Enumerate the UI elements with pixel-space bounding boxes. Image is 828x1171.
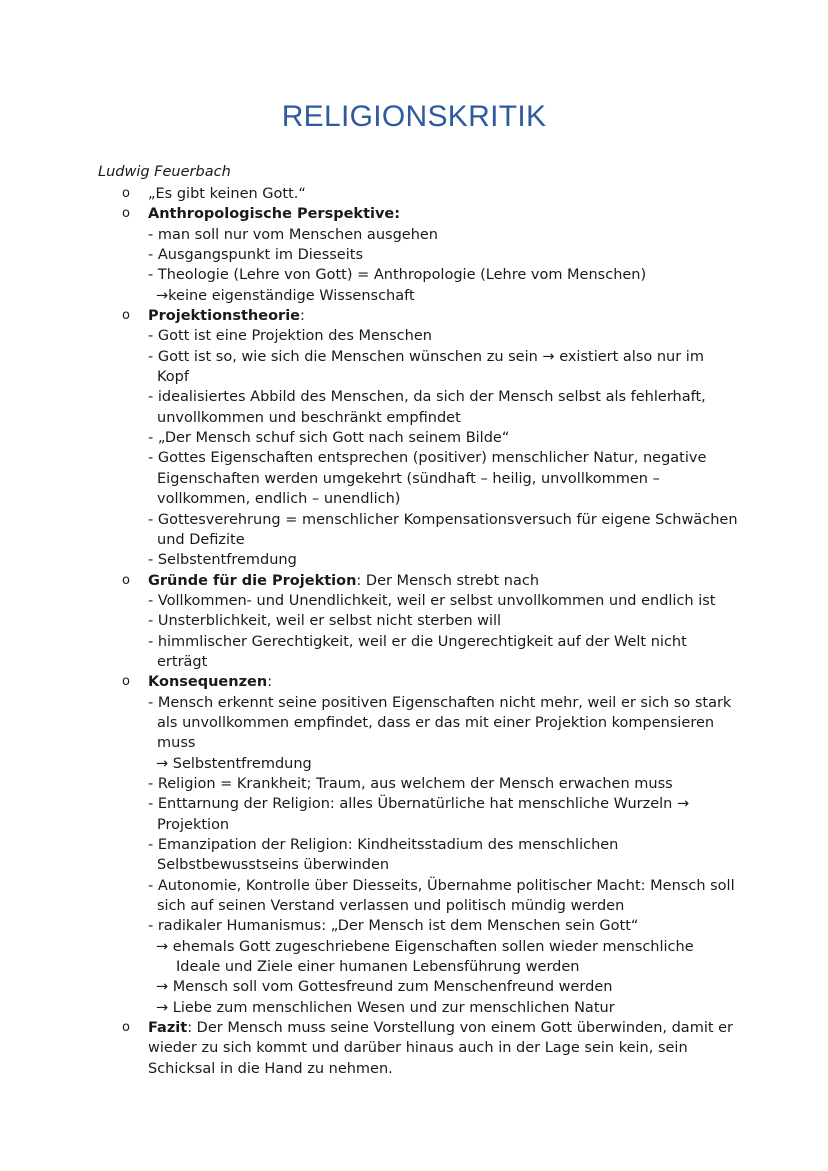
- outline-item: [0, 204, 738, 306]
- list-item: - Unsterblichkeit, weil er selbst nicht sterben will: [148, 613, 502, 630]
- section-heading: [148, 204, 738, 224]
- list-item: - Gott ist so, wie sich die Menschen wünschen zu sein → existiert also nur im Kopf: [148, 348, 704, 386]
- list-item: - himmlischer Gerechtigkeit, weil er die Ungerechtigkeit auf der Welt nicht erträgt: [148, 633, 687, 670]
- outline-item: [0, 672, 738, 1018]
- arrow-item: → Mensch soll vom Gottesfreund zum Menschenfreund werden: [156, 979, 613, 996]
- arrow-item: → ehemals Gott zugeschriebene Eigenschaften sollen wieder menschliche Ideale und Ziele einer humanen Lebensführung werden: [156, 938, 694, 976]
- heading-text: Fazit: [148, 1020, 188, 1037]
- section-heading: [148, 672, 738, 692]
- outline-item: [0, 184, 738, 204]
- heading-text: Gründe für die Projektion: [148, 572, 357, 589]
- section-heading: [148, 571, 738, 591]
- list-item: - Religion = Krankheit; Traum, aus welchem der Mensch erwachen muss: [148, 775, 673, 792]
- bullet-icon: o: [122, 1020, 130, 1036]
- list-item: - Vollkommen- und Unendlichkeit, weil er selbst unvollkommen und endlich ist: [148, 592, 716, 609]
- page-title: RELIGIONSKRITIK: [281, 100, 547, 133]
- arrow-item: → Selbstentfremdung: [156, 755, 312, 772]
- list-item: - man soll nur vom Menschen ausgehen: [148, 226, 438, 243]
- list-item: - Theologie (Lehre von Gott) = Anthropologie (Lehre vom Menschen): [148, 267, 647, 284]
- list-item: - Gottesverehrung = menschlicher Kompensationsversuch für eigene Schwächen und Defizite: [148, 511, 738, 548]
- bullet-icon: o: [122, 186, 130, 201]
- bullet-icon: o: [122, 572, 130, 588]
- heading-text: Konsequenzen: [148, 674, 268, 691]
- author-name: Ludwig Feuerbach: [98, 164, 231, 180]
- list-item: - idealisiertes Abbild des Menschen, da sich der Mensch selbst als fehlerhaft, unvollkommen und beschränkt empfindet: [148, 389, 706, 426]
- outline-item: [0, 1018, 738, 1079]
- list-item: - Enttarnung der Religion: alles Übernatürliche hat menschliche Wurzeln → Projektion: [148, 796, 690, 833]
- outline-list: [0, 184, 828, 1079]
- heading-tail: :: [267, 674, 273, 691]
- bullet-icon: o: [122, 308, 130, 324]
- heading-tail: :: [300, 308, 305, 325]
- arrow-item: →keine eigenständige Wissenschaft: [156, 287, 415, 304]
- outline-item: [0, 306, 738, 570]
- conclusion-text: : Der Mensch muss seine Vorstellung von einem Gott überwinden, damit er wieder zu sich kommt und darüber hinaus auch in der Lage sein kein, sein Schicksal in die Hand zu nehmen.: [148, 1020, 734, 1077]
- bullet-icon: o: [122, 674, 130, 690]
- list-item: - Emanzipation der Religion: Kindheitsstadium des menschlichen Selbstbewusstseins überwinden: [148, 837, 619, 874]
- list-item: - Autonomie, Kontrolle über Diesseits, Übernahme politischer Macht: Mensch soll sich auf seinen Verstand verlassen und politisch mündig werden: [148, 877, 735, 915]
- list-item: - radikaler Humanismus: „Der Mensch ist dem Menschen sein Gott“: [148, 918, 639, 935]
- list-item: - Gottes Eigenschaften entsprechen (positiver) menschlicher Natur, negative Eigenschaften werden umgekehrt (sündhaft – heilig, unvollkommen – vollkommen, endlich – unendlich): [148, 450, 707, 508]
- outline-item: [0, 571, 738, 673]
- list-item: - Mensch erkennt seine positiven Eigenschaften nicht mehr, weil er sich so stark als unvollkommen empfindet, dass er das mit einer Projektion kompensieren muss: [148, 694, 732, 752]
- heading-tail: : Der Mensch strebt nach: [356, 572, 540, 589]
- list-item: - Ausgangspunkt im Diesseits: [148, 247, 363, 264]
- list-item: - Gott ist eine Projektion des Menschen: [148, 328, 432, 345]
- heading-text: Anthropologische Perspektive:: [148, 206, 401, 223]
- conclusion-paragraph: [148, 1018, 738, 1079]
- quote-line: „Es gibt keinen Gott.“: [148, 186, 306, 202]
- bullet-icon: o: [122, 206, 130, 222]
- section-heading: [148, 306, 738, 326]
- list-item: - „Der Mensch schuf sich Gott nach seinem Bilde“: [148, 430, 510, 447]
- list-item: - Selbstentfremdung: [148, 552, 297, 569]
- heading-text: Projektionstheorie: [148, 308, 301, 325]
- arrow-item: → Liebe zum menschlichen Wesen und zur menschlichen Natur: [156, 999, 615, 1016]
